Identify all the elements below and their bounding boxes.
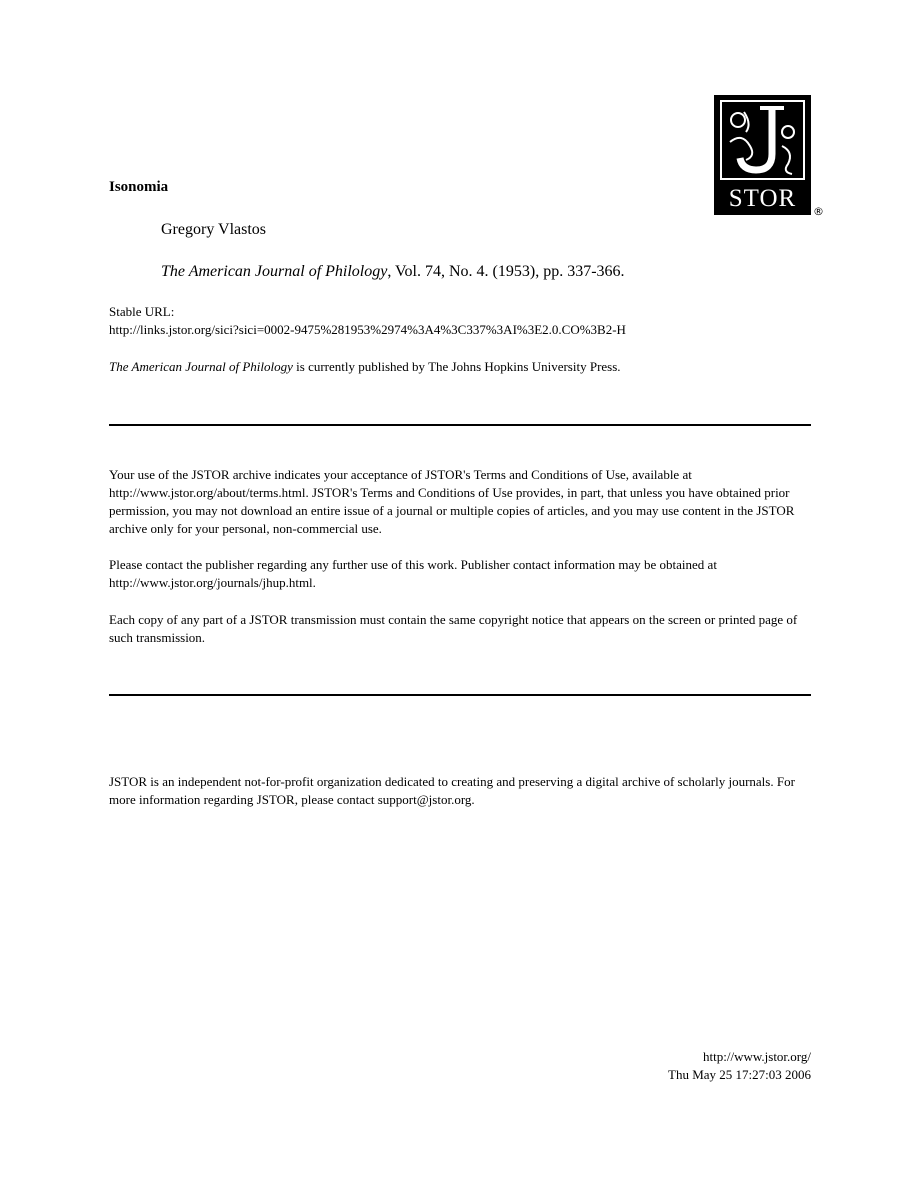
citation-details: , Vol. 74, No. 4. (1953), pp. 337-366. <box>387 263 625 280</box>
contact-text: Please contact the publisher regarding any further use of this work. Publisher contact information may be obtained at http://www.jstor.org/journals/jhup.html. <box>109 557 717 590</box>
about-text: JSTOR is an independent not-for-profit organization dedicated to creating and preserving a digital archive of scholarly journals. For more information regarding JSTOR, please contact support@jstor.org. <box>109 774 795 807</box>
about-paragraph <box>109 773 815 809</box>
contact-paragraph <box>109 556 815 592</box>
terms-paragraph <box>109 466 815 538</box>
top-divider <box>109 424 811 426</box>
stable-url-label: Stable URL: <box>109 304 175 319</box>
copyright-text: Each copy of any part of a JSTOR transmission must contain the same copyright notice that appears on the screen or printed page of such transmission. <box>109 612 798 645</box>
stable-url-link[interactable]: http://links.jstor.org/sici?sici=0002-9475%281953%2974%3A4%3C337%3AI%3E2.0.CO%3B2-H <box>109 322 626 337</box>
bottom-divider <box>109 694 811 696</box>
footer-url[interactable]: http://www.jstor.org/ <box>703 1049 811 1064</box>
copyright-paragraph <box>109 611 815 647</box>
terms-text: Your use of the JSTOR archive indicates your acceptance of JSTOR's Terms and Conditions of Use, available at http://www.jstor.org/about/terms.html. JSTOR's Terms and Conditions of Use provides, in part, that unless you have obtained prior permission, you may not download an entire issue of a journal or multiple copies of articles, and you may use content in the JSTOR archive only for your personal, non-commercial use. <box>109 467 795 536</box>
jstor-logo-icon <box>714 95 811 215</box>
logo-wordmark: STOR <box>728 185 797 212</box>
publisher-journal-name: The American Journal of Philology <box>109 359 293 374</box>
stable-url-block <box>109 303 626 339</box>
logo-ornament <box>720 100 805 180</box>
journal-name: The American Journal of Philology <box>161 263 388 280</box>
article-citation <box>161 263 625 281</box>
registered-mark: ® <box>813 205 824 218</box>
footer-timestamp: Thu May 25 17:27:03 2006 <box>668 1067 811 1082</box>
publisher-note <box>109 359 621 375</box>
article-author: Gregory Vlastos <box>161 221 267 238</box>
article-title: Isonomia <box>109 179 169 195</box>
footer <box>668 1048 811 1084</box>
publisher-text: is currently published by The Johns Hopkins University Press. <box>292 359 621 374</box>
